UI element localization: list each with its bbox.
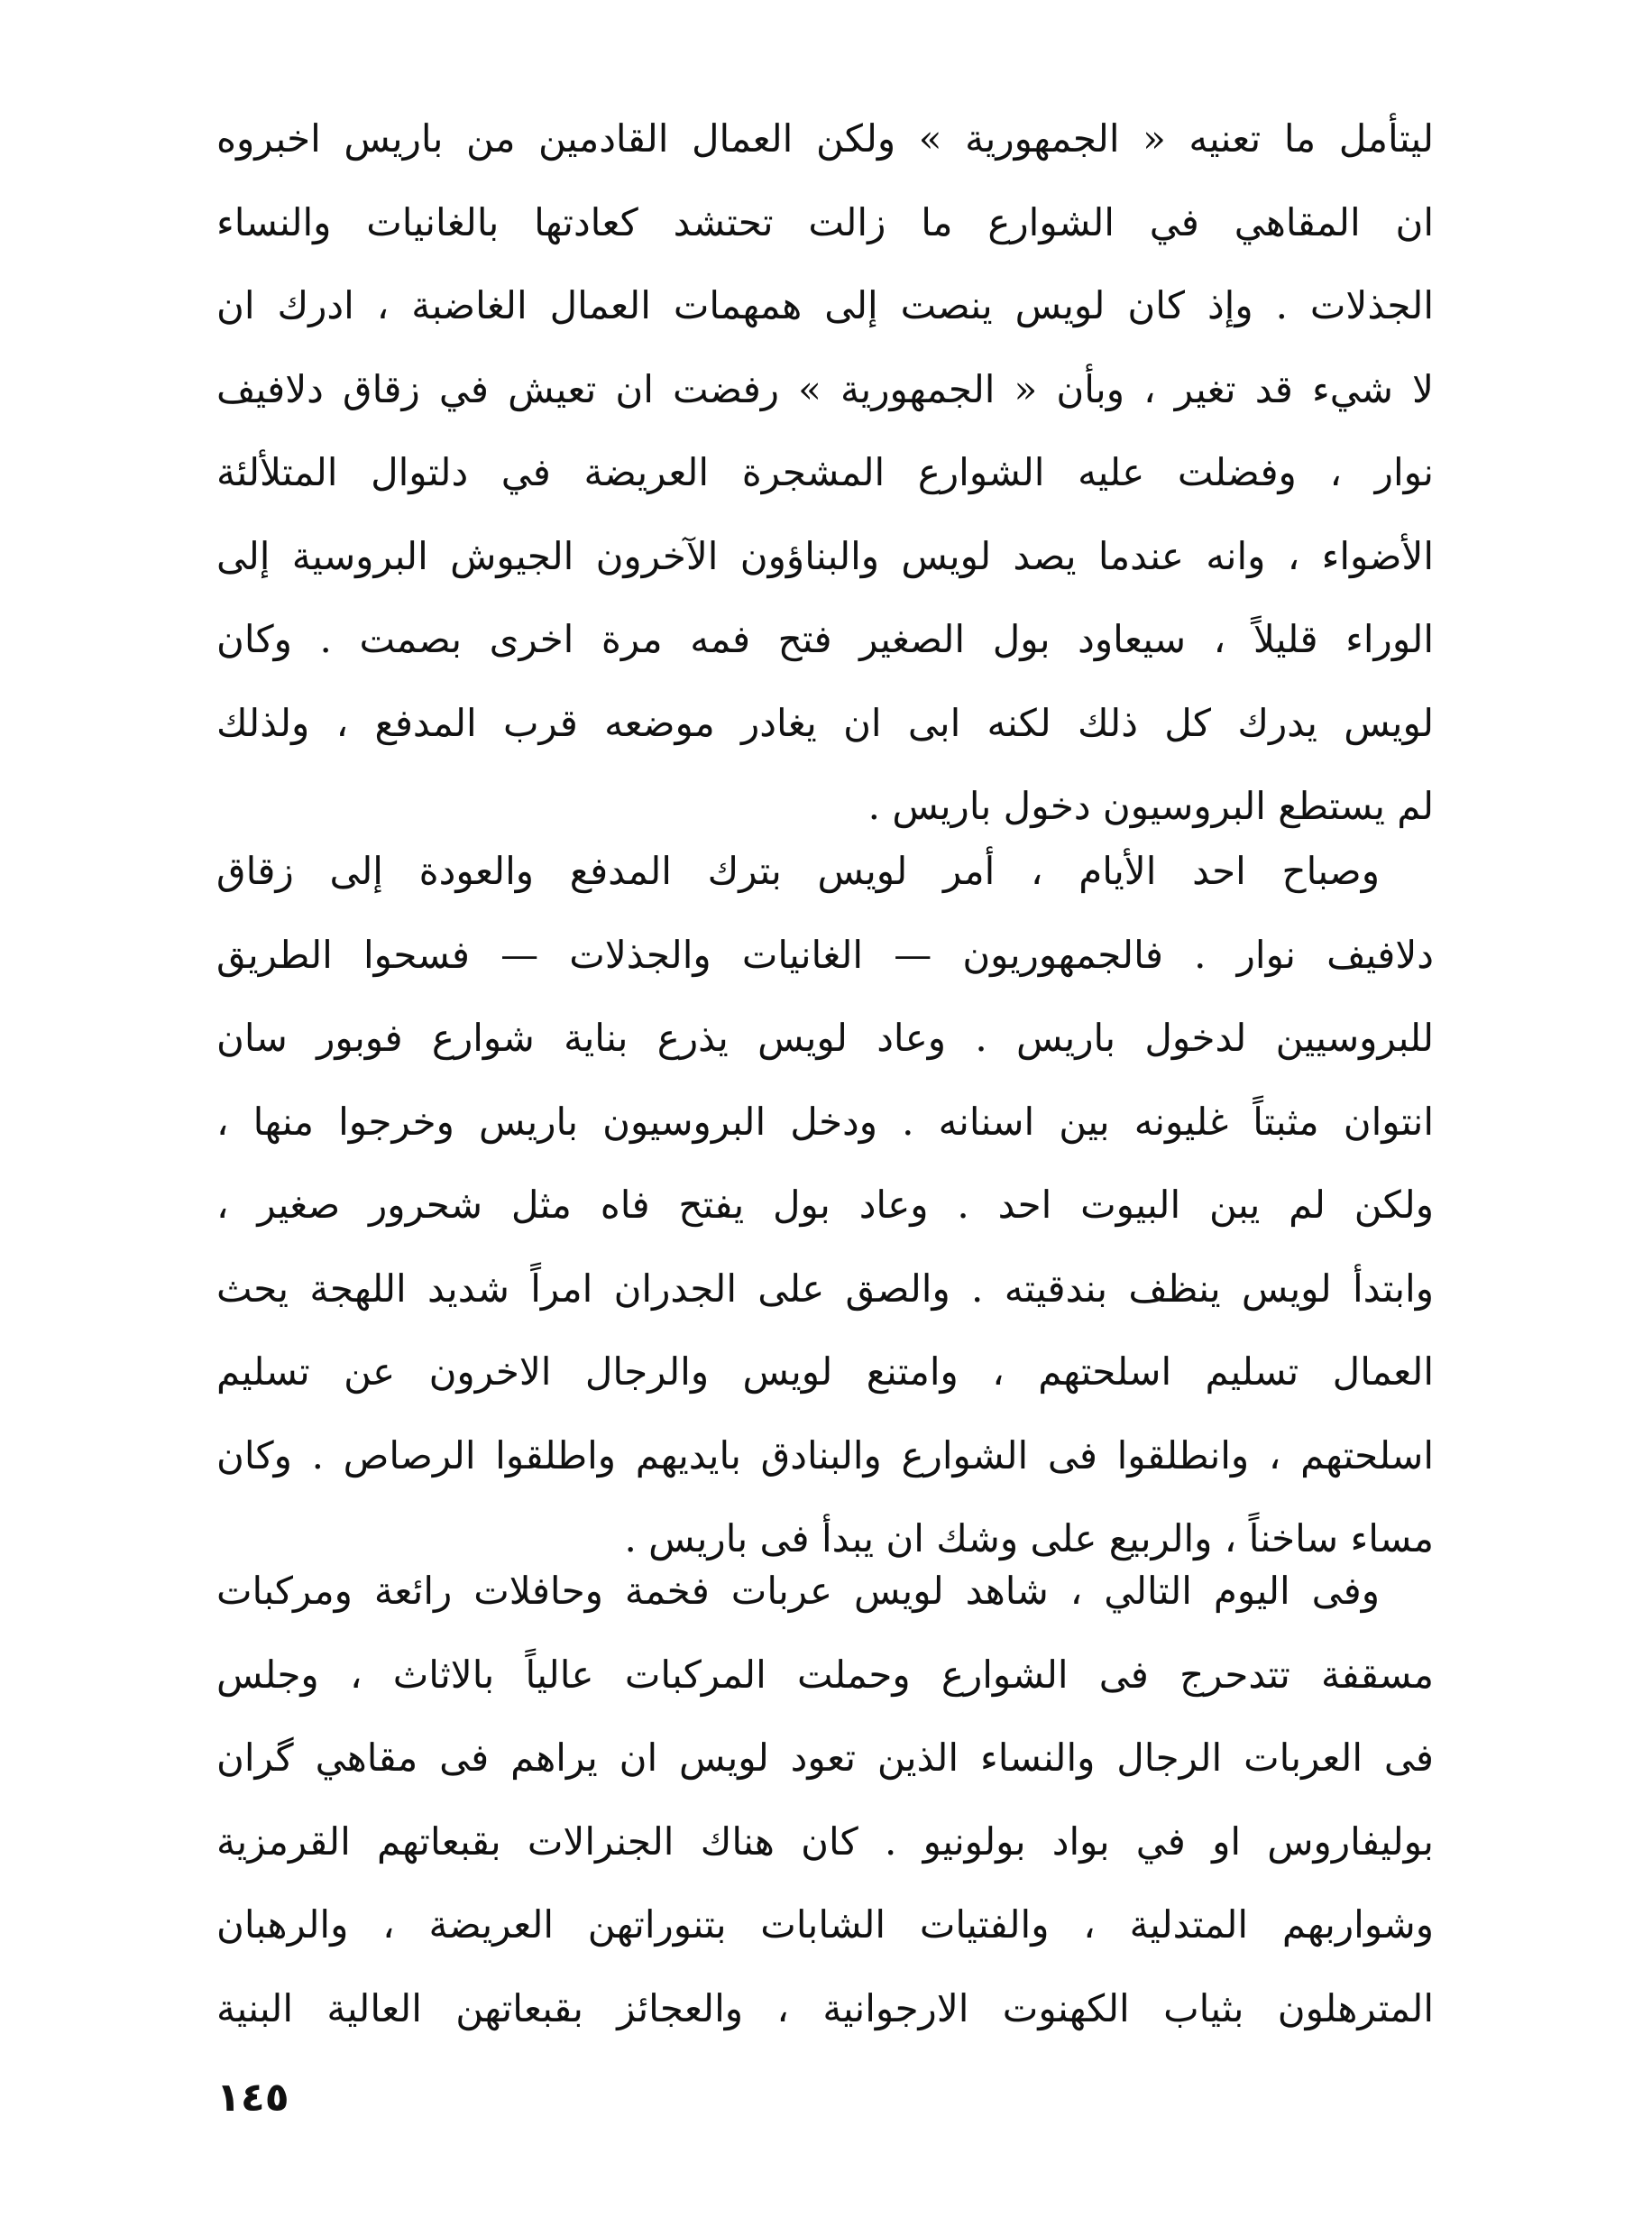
page-number: ١٤٥ [216,2075,289,2121]
paragraph-line: لا شيء قد تغير ، وبأن « الجمهورية » رفضت ان تعيش في زقاق دلافيف [216,366,1434,411]
paragraph-line: ليتأمل ما تعنيه « الجمهورية » ولكن العمال القادمين من باريس اخبروه [216,116,1434,161]
paragraph-line: اسلحتهم ، وانطلقوا فى الشوارع والبنادق بايديهم واطلقوا الرصاص . وكان [216,1432,1434,1478]
paragraph-line: وصباح احد الأيام ، أمر لويس بترك المدفع والعودة إلى زقاق [216,849,1380,893]
paragraph-line: فى العربات الرجال والنساء الذين تعود لويس ان يراهم فى مقاهي گران [216,1735,1434,1780]
paragraph-2 [216,830,1434,1581]
paragraph-line: لم يستطع البروسيون دخول باريس . [867,784,1434,828]
paragraph-1 [216,97,1434,849]
paragraph-line: انتوان مثبتاً غليونه بين اسنانه . ودخل البروسيون باريس وخرجوا منها ، [216,1099,1434,1144]
paragraph-line: الوراء قليلاً ، سيعاود بول الصغير فتح فمه مرة اخرى بصمت . وكان [216,617,1434,661]
paragraph-line: مساء ساخناً ، والربيع على وشك ان يبدأ فى باريس . [624,1516,1434,1560]
paragraph-line: الجذلات . وإذ كان لويس ينصت إلى همهمات العمال الغاضبة ، ادرك ان [216,283,1434,327]
paragraph-line: لويس يدرك كل ذلك لكنه ابى ان يغادر موضعه قرب المدفع ، ولذلك [216,700,1434,745]
paragraph-line: بوليفاروس او في بواد بولونيو . كان هناك الجنرالات بقبعاتهم القرمزية [216,1818,1434,1864]
paragraph-line: مسقفة تتدحرج فى الشوارع وحملت المركبات عالياً بالاثاث ، وجلس [216,1652,1434,1697]
paragraph-line: المترهلون بثياب الكهنوت الارجوانية ، والعجائز بقبعاتهن العالية البنية [216,1985,1434,2030]
paragraph-line: للبروسيين لدخول باريس . وعاد لويس يذرع بناية شوارع فوبور سان [216,1016,1434,1060]
paragraph-line: وابتدأ لويس ينظف بندقيته . والصق على الجدران امراً شديد اللهجة يحث [216,1266,1434,1311]
paragraph-line: دلافيف نوار . فالجمهوريون — الغانيات والجذلات — فسحوا الطريق [216,932,1434,977]
paragraph-3 [216,1550,1434,2050]
paragraph-line: ولكن لم يبن البيوت احد . وعاد بول يفتح فاه مثل شحرور صغير ، [216,1183,1434,1227]
paragraph-line: نوار ، وفضلت عليه الشوارع المشجرة العريضة في دلتوال المتلألئة [216,450,1434,494]
paragraph-line: وشواربهم المتدلية ، والفتيات الشابات بتنوراتهن العريضة ، والرهبان [216,1902,1434,1947]
paragraph-line: ان المقاهي في الشوارع ما زالت تحتشد كعادتها بالغانيات والنساء [216,199,1434,244]
paragraph-line: العمال تسليم اسلحتهم ، وامتنع لويس والرجال الاخرون عن تسليم [216,1349,1434,1394]
paragraph-line: الأضواء ، وانه عندما يصد لويس والبناؤون الآخرون الجيوش البروسية إلى [216,533,1434,578]
paragraph-line: وفى اليوم التالي ، شاهد لويس عربات فخمة وحافلات رائعة ومركبات [216,1569,1380,1613]
